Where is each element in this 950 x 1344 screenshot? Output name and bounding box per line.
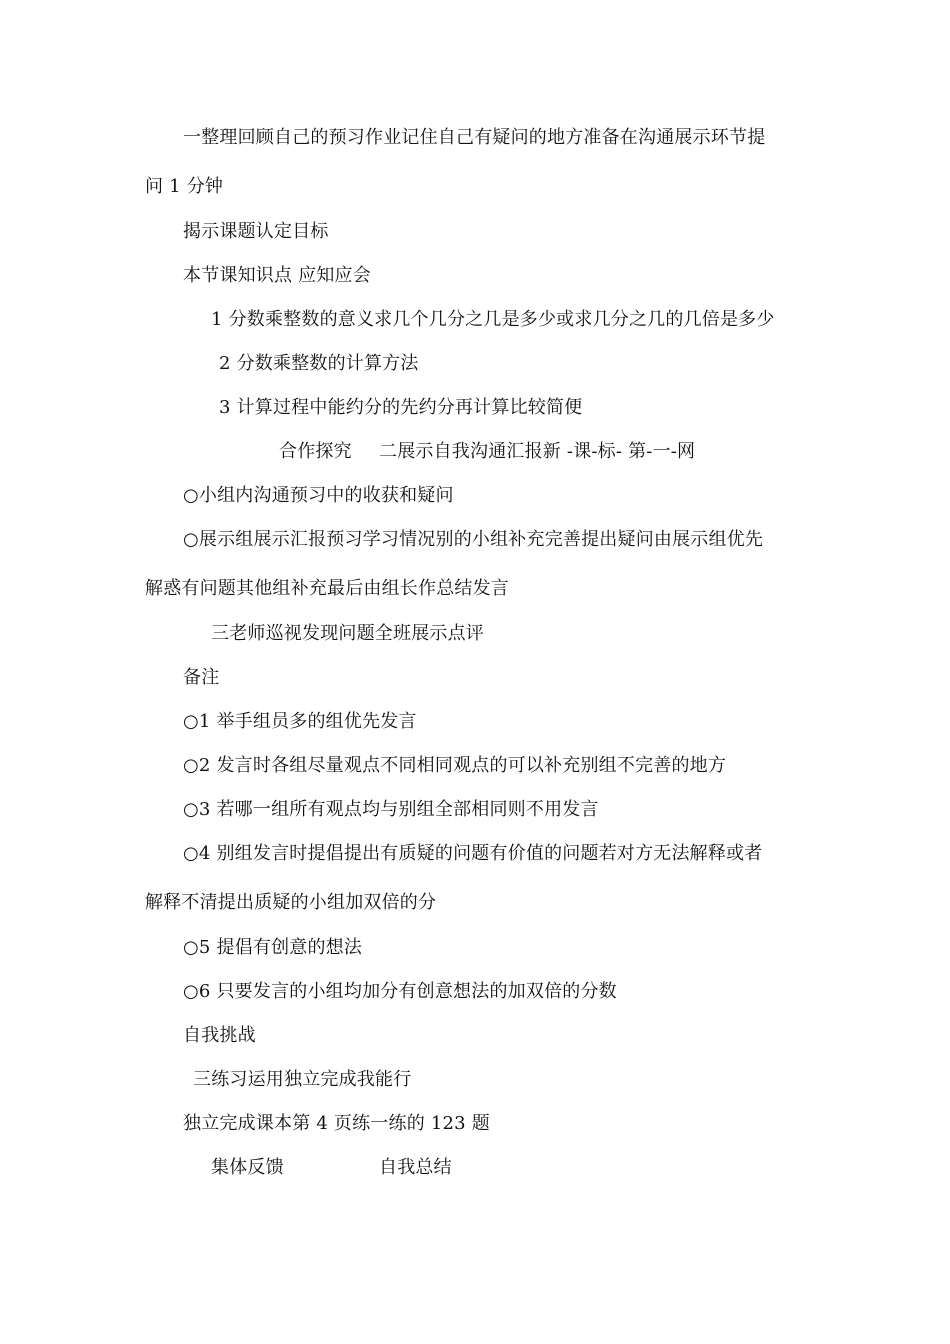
practice-assignment: 独立完成课本第 4 页练一练的 123 题 <box>183 1113 490 1134</box>
note-item-2: ○2 发言时各组尽量观点不同相同观点的可以补充别组不完善的地方 <box>183 755 727 776</box>
note-item-5: ○5 提倡有创意的想法 <box>183 937 363 958</box>
notes-heading: 备注 <box>183 667 220 688</box>
note-item-4-line-1: ○4 别组发言时提倡提出有质疑的问题有价值的问题若对方无法解释或者 <box>183 843 763 864</box>
note-item-6: ○6 只要发言的小组均加分有创意想法的加双倍的分数 <box>183 981 617 1002</box>
show-section-heading: 二展示自我沟通汇报新 -课-标- 第-一-网 <box>379 441 696 462</box>
group-discussion-item: ○小组内沟通预习中的收获和疑问 <box>183 485 454 506</box>
teacher-review-heading: 三老师巡视发现问题全班展示点评 <box>211 623 484 644</box>
cooperation-heading: 合作探究 <box>279 441 352 462</box>
practice-heading: 三练习运用独立完成我能行 <box>193 1069 412 1090</box>
knowledge-points-heading: 本节课知识点 应知应会 <box>183 265 371 286</box>
self-summary-label: 自我总结 <box>379 1157 452 1178</box>
self-challenge-heading: 自我挑战 <box>183 1025 256 1046</box>
note-item-1: ○1 举手组员多的组优先发言 <box>183 711 417 732</box>
paragraph-preview-line-2: 问 1 分钟 <box>145 176 224 197</box>
reveal-topic-heading: 揭示课题认定目标 <box>183 221 329 242</box>
presentation-item-line-1: ○展示组展示汇报预习学习情况别的小组补充完善提出疑问由展示组优先 <box>183 529 764 550</box>
note-item-3: ○3 若哪一组所有观点均与别组全部相同则不用发言 <box>183 799 599 820</box>
paragraph-preview-line-1: 一整理回顾自己的预习作业记住自己有疑问的地方准备在沟通展示环节提 <box>183 127 766 148</box>
knowledge-point-1: 1 分数乘整数的意义求几个几分之几是多少或求几分之几的几倍是多少 <box>211 309 775 330</box>
note-item-4-line-2: 解释不清提出质疑的小组加双倍的分 <box>145 892 437 913</box>
knowledge-point-3: 3 计算过程中能约分的先约分再计算比较简便 <box>219 397 583 418</box>
presentation-item-line-2: 解惑有问题其他组补充最后由组长作总结发言 <box>145 578 509 599</box>
group-feedback-label: 集体反馈 <box>211 1157 284 1178</box>
knowledge-point-2: 2 分数乘整数的计算方法 <box>219 353 419 374</box>
